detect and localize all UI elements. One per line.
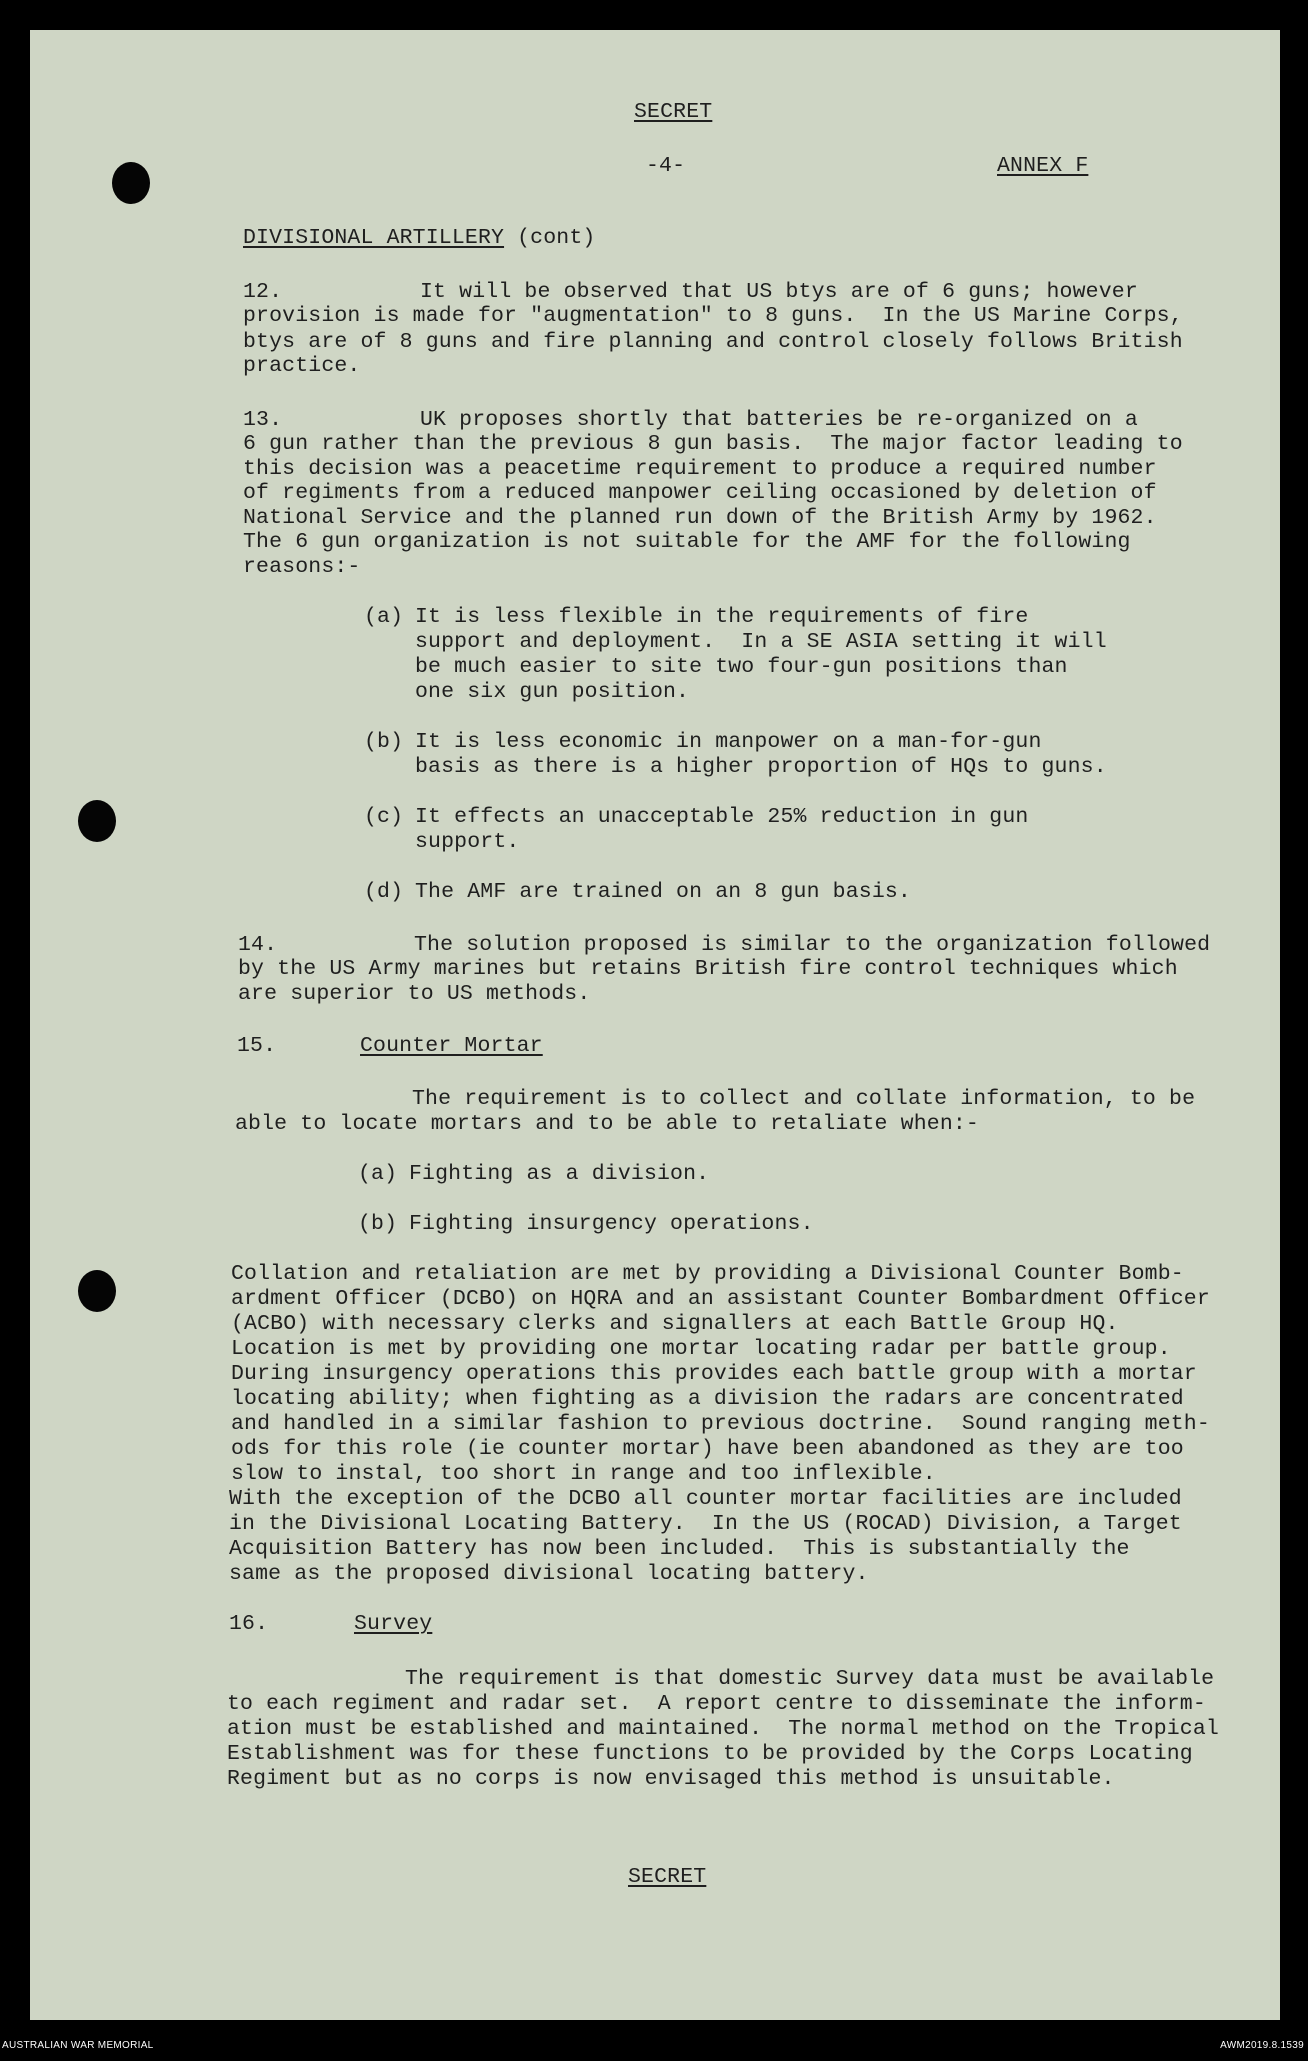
para15-body-line: Location is met by providing one mortar locating radar per battle group. (231, 1337, 1171, 1361)
para15-body-line: Collation and retaliation are met by providing a Divisional Counter Bomb- (231, 1262, 1184, 1286)
para15-body-line: (ACBO) with necessary clerks and signallers at each Battle Group HQ. (231, 1312, 1119, 1336)
para15-body-line: locating ability; when fighting as a division the radars are concentrated (231, 1387, 1184, 1411)
para13-item-line: It is less flexible in the requirements of fire (415, 605, 1029, 629)
section-suffix: (cont) (517, 226, 596, 250)
para13-item-line: basis as there is a higher proportion of HQs to guns. (415, 755, 1107, 779)
para15-intro-line: The requirement is to collect and collate information, to be (412, 1087, 1196, 1111)
section-title: DIVISIONAL ARTILLERY (243, 226, 505, 250)
classification-bottom: SECRET (628, 1865, 707, 1889)
para15-item-label: (b) (358, 1212, 398, 1236)
para13-number: 13. (243, 408, 283, 432)
para12-line: btys are of 8 guns and fire planning and control closely follows British (243, 330, 1183, 354)
para15-body-line: slow to instal, too short in range and too inflexible. (231, 1462, 936, 1486)
para13-item-label: (b) (364, 730, 404, 754)
para16-number: 16. (229, 1612, 269, 1636)
section-heading (243, 226, 595, 251)
para15-body-line: Acquisition Battery has now been included. This is substantially the (229, 1537, 1130, 1561)
para16-line: ation must be established and maintained. The normal method on the Tropical (227, 1717, 1219, 1741)
para12-line: practice. (243, 354, 361, 378)
para15-item-text: Fighting insurgency operations. (409, 1212, 814, 1236)
para15-body-line: During insurgency operations this provides each battle group with a mortar (231, 1362, 1197, 1386)
para16-line: Establishment was for these functions to be provided by the Corps Locating (227, 1742, 1193, 1766)
para15-intro-line: able to locate mortars and to be able to retaliate when:- (235, 1112, 979, 1136)
para15-item-text: Fighting as a division. (409, 1162, 710, 1186)
page-number: -4- (646, 154, 686, 178)
punch-hole (78, 800, 116, 842)
para15-body-line: ardment Officer (DCBO) on HQRA and an assistant Counter Bombardment Officer (231, 1287, 1210, 1311)
para15-body-line: With the exception of the DCBO all counter mortar facilities are included (229, 1487, 1182, 1511)
para16-line: Regiment but as no corps is now envisaged this method is unsuitable. (227, 1767, 1115, 1791)
para16-heading: Survey (354, 1612, 433, 1636)
para15-body-line: in the Divisional Locating Battery. In the US (ROCAD) Division, a Target (229, 1512, 1182, 1536)
para13-item-label: (c) (364, 805, 404, 829)
para13-item-line: It is less economic in manpower on a man-for-gun (415, 730, 1042, 754)
punch-hole (112, 162, 150, 204)
classification-top: SECRET (634, 100, 713, 124)
para13-line: reasons:- (243, 555, 361, 579)
para12-number: 12. (243, 280, 283, 304)
para13-item-line: The AMF are trained on an 8 gun basis. (415, 880, 911, 904)
para13-line: this decision was a peacetime requirement to produce a required number (243, 457, 1157, 481)
para13-line: The 6 gun organization is not suitable for the AMF for the following (243, 530, 1131, 554)
para14-line: by the US Army marines but retains British fire control techniques which (238, 957, 1178, 981)
para15-body-line: ods for this role (ie counter mortar) have been abandoned as they are too (231, 1437, 1184, 1461)
para16-line: to each regiment and radar set. A report centre to disseminate the inform- (227, 1692, 1206, 1716)
footer-institution: AUSTRALIAN WAR MEMORIAL (2, 2040, 154, 2051)
punch-hole (78, 1270, 116, 1312)
para13-line: National Service and the planned run down of the British Army by 1962. (243, 506, 1157, 530)
para15-body-line: same as the proposed divisional locating battery. (229, 1562, 869, 1586)
para13-line: of regiments from a reduced manpower ceiling occasioned by deletion of (243, 481, 1157, 505)
para14-line: The solution proposed is similar to the organization followed (414, 933, 1211, 957)
footer-accession-number: AWM2019.8.1539 (1220, 2040, 1304, 2051)
para12-line: provision is made for "augmentation" to 8 guns. In the US Marine Corps, (243, 304, 1183, 328)
para13-line: 6 gun rather than the previous 8 gun basis. The major factor leading to (243, 432, 1183, 456)
para16-line: The requirement is that domestic Survey data must be available (405, 1667, 1215, 1691)
para15-item-label: (a) (358, 1162, 398, 1186)
para15-heading: Counter Mortar (360, 1034, 543, 1058)
para13-item-line: one six gun position. (415, 680, 690, 704)
para13-item-label: (d) (364, 880, 404, 904)
para13-item-line: support. (415, 830, 520, 854)
para15-number: 15. (237, 1034, 277, 1058)
para13-item-label: (a) (364, 605, 404, 629)
para14-line: are superior to US methods. (238, 982, 591, 1006)
para14-number: 14. (238, 933, 278, 957)
para13-item-line: be much easier to site two four-gun positions than (415, 655, 1068, 679)
para13-line: UK proposes shortly that batteries be re-organized on a (420, 408, 1138, 432)
annex-label: ANNEX F (997, 154, 1089, 178)
para13-item-line: It effects an unacceptable 25% reduction in gun (415, 805, 1029, 829)
para12-line: It will be observed that US btys are of 6 guns; however (420, 280, 1138, 304)
para15-body-line: and handled in a similar fashion to previous doctrine. Sound ranging meth- (231, 1412, 1210, 1436)
para13-item-line: support and deployment. In a SE ASIA setting it will (415, 630, 1107, 654)
